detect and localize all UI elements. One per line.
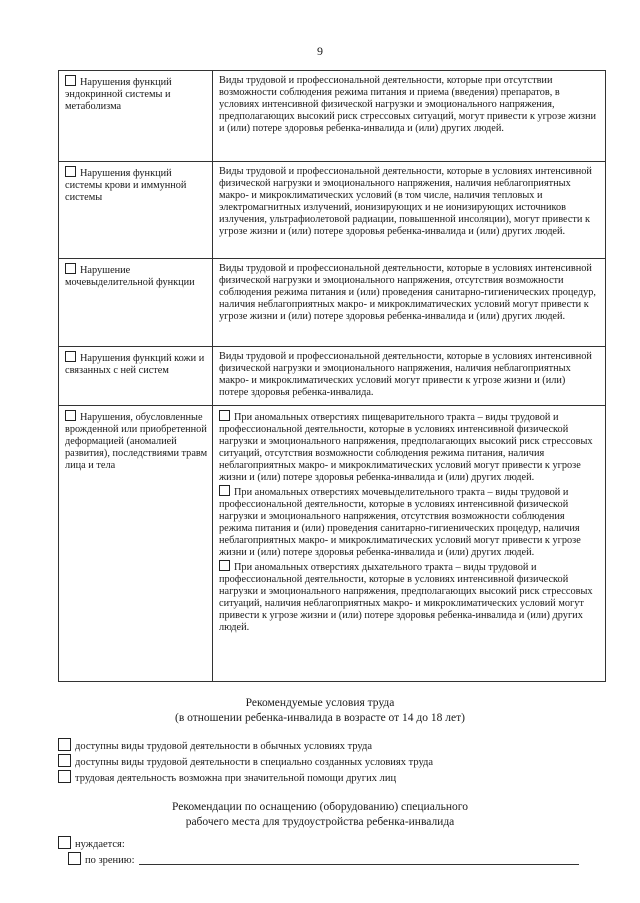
impairment-label: Нарушение мочевыделительной функции: [65, 265, 195, 288]
subitem-text: При аномальных отверстиях пищеварительного тракта – виды трудовой и профессиональной деятельности, которые в условиях интенсивной физической нагрузки и эмоционального напряжения, предполагающих высокий риск стрессовых ситуаций, отсутствия возможности соблюдения режима питания, наличия неблагоприятных макро- и микроклиматических условий могут привести к угрозе жизни и (или) потере здоровья ребенка-инвалида и (или) других людей.: [219, 412, 593, 483]
work-conditions-subtitle: (в отношении ребенка-инвалида в возрасте от 14 до 18 лет): [175, 712, 465, 724]
subitem: [219, 485, 597, 559]
checkbox[interactable]: [58, 738, 71, 751]
subitem-text: При аномальных отверстиях мочевыделительного тракта – виды трудовой и профессиональной деятельности, которые в условиях интенсивной физической нагрузки и эмоционального напряжения, отсутствия возможности соблюдения режима питания и (или) проведения санитарно-гигиенических процедур, наличия неблагоприятных макро- и микроклиматических условий могут привести к угрозе жизни и (или) потере здоровья ребенка-инвалида и (или) других людей.: [219, 487, 581, 558]
checkbox[interactable]: [219, 410, 230, 421]
restriction-subitems: [213, 406, 605, 681]
workplace-title-line1: Рекомендации по оснащению (оборудованию) специального: [172, 801, 468, 813]
impairment-cell: [59, 347, 213, 405]
impairment-cell: [59, 71, 213, 161]
impairment-label: Нарушения функций системы крови и иммунной системы: [65, 168, 187, 203]
workplace-title-line2: рабочего места для трудоустройства ребенка-инвалида: [185, 816, 455, 828]
subitem: [219, 560, 597, 634]
vision-option: [68, 852, 579, 867]
table-row: [59, 347, 605, 406]
subitem-text: При аномальных отверстиях дыхательного тракта – виды трудовой и профессиональной деятельности, которые в условиях интенсивной физической нагрузки и эмоционального напряжения, предполагающих высокий риск стрессовых ситуаций, наличия неблагоприятных макро- и микроклиматических условий могут привести к угрозе жизни и (или) потере здоровья ребенка-инвалида и (или) других людей.: [219, 562, 593, 633]
impairment-cell: [59, 162, 213, 258]
table-row: [59, 71, 605, 162]
checkbox[interactable]: [68, 852, 81, 865]
impairment-label: Нарушения, обусловленные врожденной или приобретенной деформацией (аномалией развития), последствиями травм лица и тела: [65, 412, 208, 471]
checkbox[interactable]: [58, 754, 71, 767]
checkbox[interactable]: [65, 263, 76, 274]
impairment-cell: [59, 406, 213, 681]
checkbox[interactable]: [58, 836, 71, 849]
vision-fill-line[interactable]: [139, 854, 579, 865]
checkbox[interactable]: [219, 485, 230, 496]
work-conditions-title: Рекомендуемые условия труда: [245, 697, 395, 709]
checkbox[interactable]: [219, 560, 230, 571]
checkbox[interactable]: [65, 75, 76, 86]
page-number: 9: [317, 44, 323, 58]
option-label: трудовая деятельность возможна при значительной помощи других лиц: [75, 773, 397, 784]
option-label: доступны виды трудовой деятельности в обычных условиях труда: [75, 741, 373, 752]
option-label: доступны виды трудовой деятельности в специально созданных условиях труда: [75, 757, 434, 768]
subitem: [219, 410, 597, 484]
checkbox[interactable]: [65, 166, 76, 177]
restriction-text: Виды трудовой и профессиональной деятельности, которые в условиях интенсивной физической нагрузки и эмоционального напряжения, наличия неблагоприятных макро- и микроклиматических условий (в том числе, наличия тепловых и электромагнитных излучений, ионизирующих и не ионизирующих источников излучения, ультрафиолетовой радиации, повышенной инсоляции), могут привести к угрозе жизни и (или) потере здоровья ребенка-инвалида и (или) других людей.: [219, 166, 592, 237]
checkbox[interactable]: [65, 410, 76, 421]
impairment-label: Нарушения функций кожи и связанных с ней систем: [65, 353, 205, 376]
impairment-cell: [59, 259, 213, 346]
needs-label: нуждается:: [75, 839, 125, 850]
table-row: [59, 406, 605, 681]
restriction-text: Виды трудовой и профессиональной деятельности, которые в условиях интенсивной физической нагрузки и эмоционального напряжения, отсутствия возможности соблюдения режима питания и (или) проведения санитарно-гигиенических процедур, наличия неблагоприятных макро- и микроклиматических условий могут привести к угрозе жизни и (или) потере здоровья ребенка-инвалида и (или) других людей.: [219, 263, 596, 322]
checkbox[interactable]: [65, 351, 76, 362]
table-row: [59, 162, 605, 259]
needs-option: [58, 836, 125, 851]
vision-label: по зрению:: [85, 855, 135, 866]
restriction-text: Виды трудовой и профессиональной деятельности, которые в условиях интенсивной физической нагрузки и эмоционального напряжения, наличия неблагоприятных макро- и микроклиматических условий могут привести к угрозе жизни и (или) потере здоровья ребенка-инвалида.: [219, 351, 592, 398]
work-condition-option: [58, 738, 372, 753]
checkbox[interactable]: [58, 770, 71, 783]
table-row: [59, 259, 605, 347]
restrictions-table: [58, 70, 606, 682]
restriction-text: Виды трудовой и профессиональной деятельности, которые при отсутствии возможности соблюдения режима питания и приема (введения) препаратов, в условиях интенсивной физической нагрузки и эмоционального напряжения, предполагающих высокий риск стрессовых ситуаций, могут привести к угрозе жизни и (или) потере здоровья ребенка-инвалида и (или) других людей.: [219, 75, 597, 134]
work-condition-option: [58, 754, 433, 769]
work-condition-option: [58, 770, 396, 785]
impairment-label: Нарушения функций эндокринной системы и метаболизма: [65, 77, 172, 112]
